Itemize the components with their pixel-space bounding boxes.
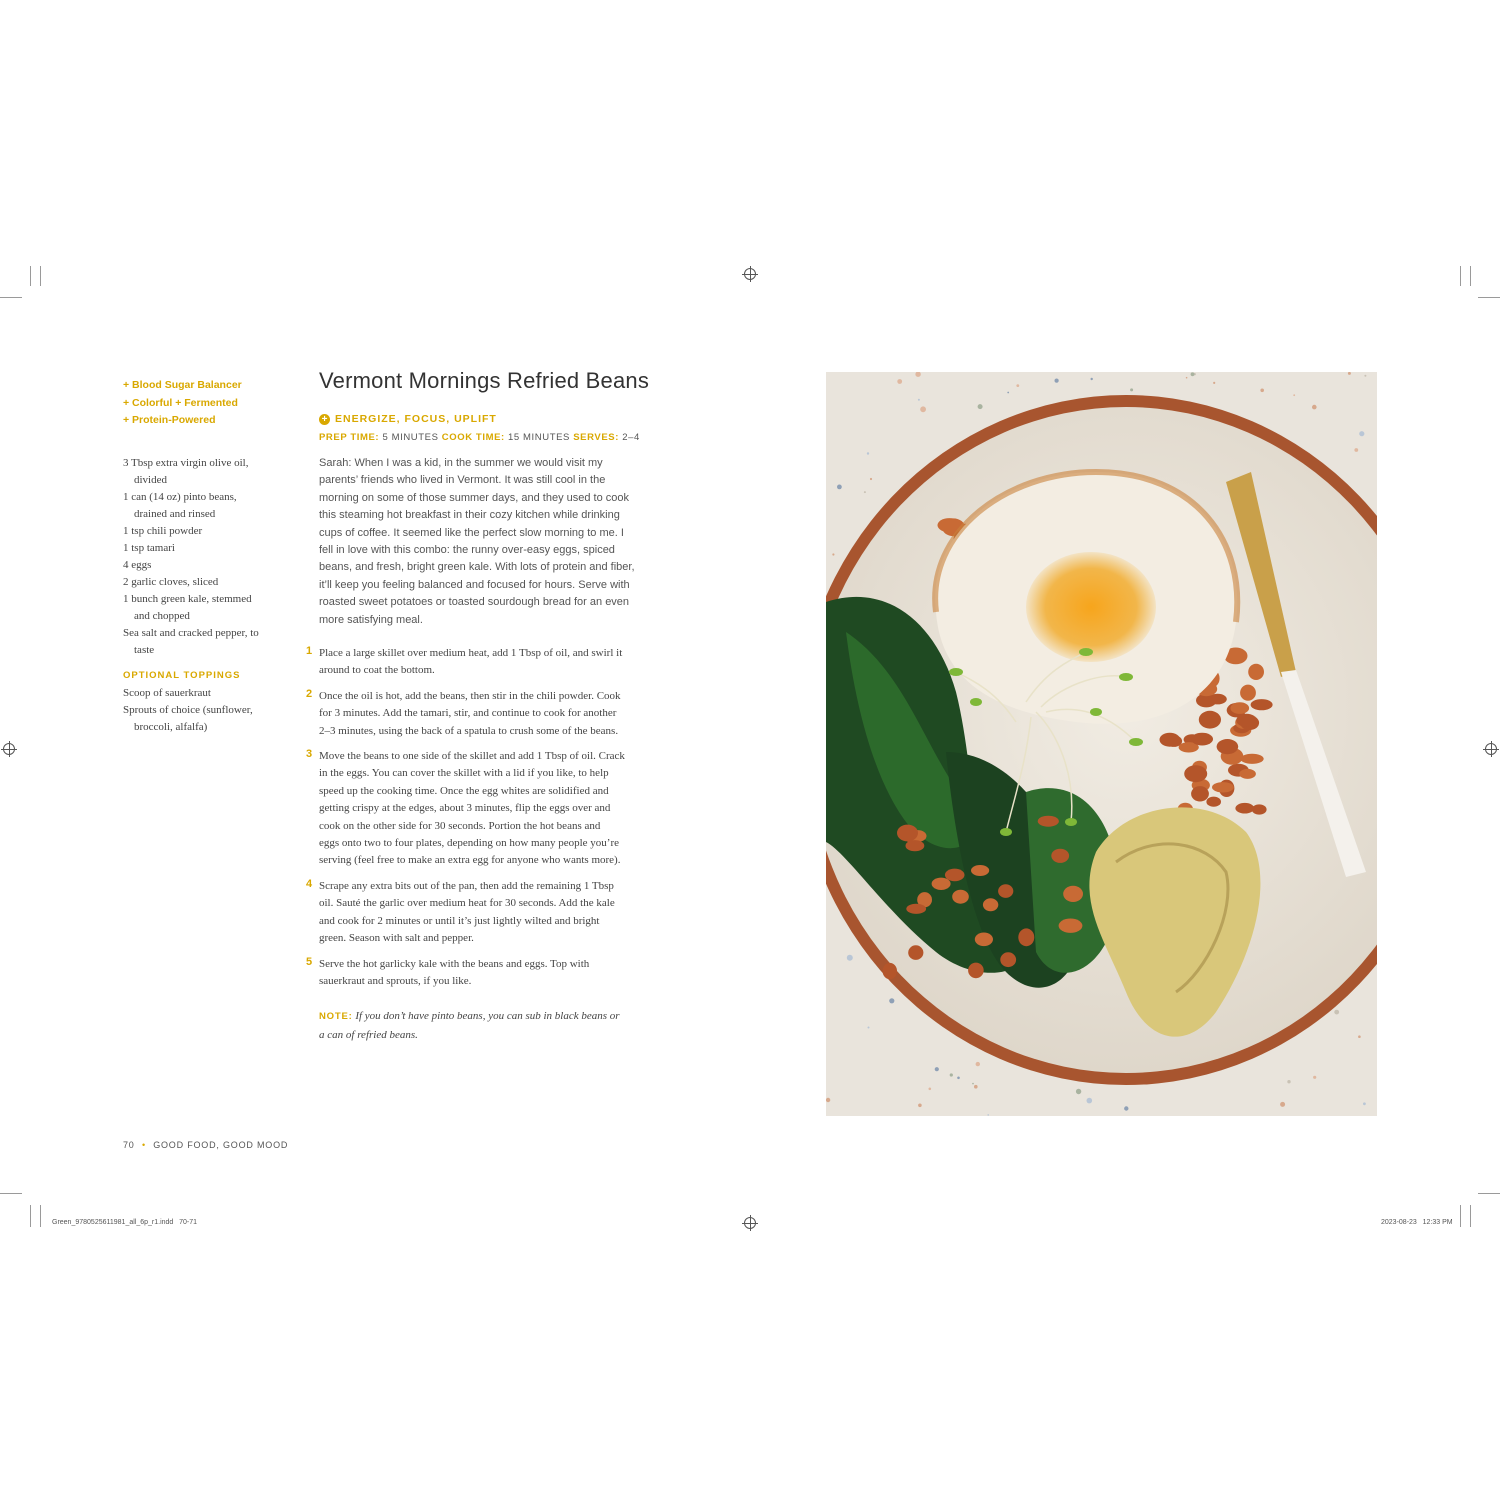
note-text: a can of refried beans. <box>319 1029 418 1041</box>
intro-line: parents’ friends who lived in Vermont. It was still cool in the <box>319 474 606 487</box>
crop-mark <box>1470 266 1471 286</box>
recipe-note <box>319 1007 675 1044</box>
intro-line: beans, and fresh, bright green kale. With lots of protein and fiber, <box>319 561 635 574</box>
ingredient-item: 2 garlic cloves, sliced <box>123 576 219 588</box>
prep-value: 5 MINUTES <box>382 432 439 443</box>
topping-item: Scoop of sauerkraut <box>123 687 211 699</box>
registration-mark-icon <box>744 1217 756 1229</box>
ingredient-item: 4 eggs <box>123 559 152 571</box>
intro-line: Sarah: When I was a kid, in the summer we would visit my <box>319 457 603 469</box>
step-number: 5 <box>306 956 313 968</box>
crop-mark <box>1470 1205 1471 1227</box>
intro-line: this steaming hot breakfast in their cozy kitchen while drinking <box>319 509 620 522</box>
ingredient-item: 1 tsp chili powder <box>123 525 203 537</box>
crop-mark <box>1460 1205 1461 1227</box>
serves-value: 2–4 <box>622 432 640 443</box>
step-number: 3 <box>306 748 313 760</box>
food-photo <box>826 372 1377 1116</box>
ingredient-item: 1 can (14 oz) pinto beans, drained and rinsed <box>123 491 237 520</box>
registration-mark-icon <box>744 268 756 280</box>
registration-mark-icon <box>1485 743 1497 755</box>
food-photo-illustration <box>826 372 1377 1116</box>
serves-label: SERVES: <box>573 432 619 443</box>
crop-mark <box>1478 297 1500 298</box>
footer-bullet: • <box>141 1140 146 1150</box>
step-number: 4 <box>306 878 313 890</box>
running-head: GOOD FOOD, GOOD MOOD <box>153 1140 289 1150</box>
benefits-row <box>319 413 497 425</box>
cook-label: COOK TIME: <box>441 432 505 443</box>
crop-mark <box>1478 1193 1500 1194</box>
registration-mark-icon <box>3 743 15 755</box>
intro-line: cups of coffee. It seemed like the perfect slow morning to me. I <box>319 526 624 539</box>
note-text: If you don’t have pinto beans, you can sub in black beans or <box>355 1010 620 1022</box>
ingredient-item: 1 tsp tamari <box>123 542 175 554</box>
page-number: 70 <box>123 1140 135 1150</box>
intro-line: it’ll keep you feeling balanced and focused for hours. Serve with <box>319 578 630 591</box>
intro-line: more satisfying meal. <box>319 613 423 626</box>
crop-mark <box>30 1205 31 1227</box>
crop-mark <box>40 1205 41 1227</box>
step-number: 1 <box>306 645 313 657</box>
tag: + Colorful + Fermented <box>123 396 238 409</box>
ingredient-item: 3 Tbsp extra virgin olive oil, divided <box>123 457 249 486</box>
ingredient-list <box>123 455 293 659</box>
recipe-intro <box>319 455 675 629</box>
step-text: Place a large skillet over medium heat, add 1 Tbsp of oil, and swirl it around to coat the bottom. <box>319 647 623 677</box>
intro-line: fell in love with this combo: the runny over-easy eggs, spiced <box>319 544 615 557</box>
crop-mark <box>0 297 22 298</box>
step-text: Scrape any extra bits out of the pan, then add the remaining 1 Tbsp oil. Sauté the garlic over medium heat for 30 seconds. Add the kale and cook for 2 minutes or until it’s just lightly wilted and bright green. Season with salt and pepper. <box>319 880 615 945</box>
crop-mark <box>1460 266 1461 286</box>
recipe-title: Vermont Mornings Refried Beans <box>319 368 650 393</box>
crop-mark <box>0 1193 22 1194</box>
topping-item: Sprouts of choice (sunflower, broccoli, alfalfa) <box>123 704 253 733</box>
ingredient-item: Sea salt and cracked pepper, to taste <box>123 627 259 656</box>
toppings-list <box>123 685 293 736</box>
step-text: Serve the hot garlicky kale with the beans and eggs. Top with sauerkraut and sprouts, if you like. <box>319 958 590 988</box>
tag: + Protein-Powered <box>123 414 216 426</box>
step-text: Once the oil is hot, add the beans, then stir in the chili powder. Cook for 3 minutes. Add the tamari, stir, and continue to cook for another 2–3 minutes, using the back of a spatula to crush some of the beans. <box>319 690 621 737</box>
intro-line: morning on some of those summer days, and they used to cook <box>319 491 629 504</box>
page-footer <box>123 1140 288 1150</box>
optional-toppings-heading: OPTIONAL TOPPINGS <box>123 670 241 681</box>
slug-filename: Green_9780525611981_all_6p_r1.indd 70-71 <box>52 1219 198 1226</box>
crop-mark <box>30 266 31 286</box>
cook-value: 15 MINUTES <box>508 432 570 443</box>
tag: + Blood Sugar Balancer <box>123 379 242 391</box>
benefits-text: ENERGIZE, FOCUS, UPLIFT <box>335 413 497 425</box>
intro-line: roasted sweet potatoes or toasted sourdough bread for an even <box>319 596 630 609</box>
prep-label: PREP TIME: <box>319 432 380 443</box>
recipe-tags <box>123 377 242 430</box>
note-label: NOTE: <box>319 1011 353 1022</box>
slug-date: 2023-08-23 12:33 PM <box>1381 1219 1453 1226</box>
step-text: Move the beans to one side of the skillet and add 1 Tbsp of oil. Crack in the eggs. You can cover the skillet with a lid if you like, to help speed up the cooking time. Once the egg whites are solidified and getting crispy at the edges, about 3 minutes, flip the eggs over and cook on the other side for 30 seconds. Portion the hot beans and eggs onto two to four plates, depending on how many people you’re serving (feel free to make an extra egg for anyone who wants more). <box>319 750 625 867</box>
ingredient-item: 1 bunch green kale, stemmed and chopped <box>123 593 252 622</box>
recipe-times <box>319 432 640 443</box>
step-number: 2 <box>306 688 313 700</box>
plus-circle-icon: + <box>319 414 330 425</box>
crop-mark <box>40 266 41 286</box>
